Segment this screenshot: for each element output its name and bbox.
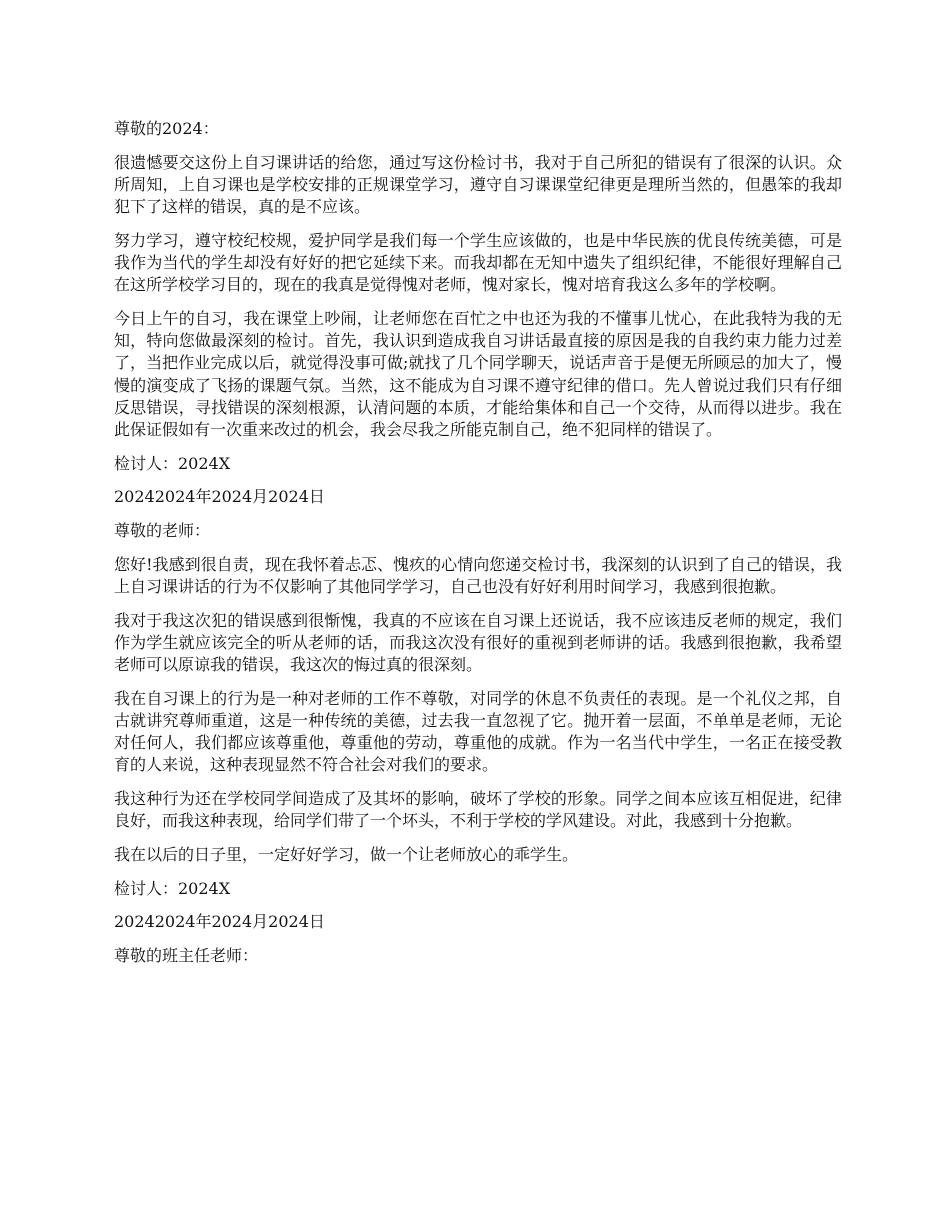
paragraph: 您好!我感到很自责，现在我怀着忐忑、愧疚的心情向您递交检讨书，我深刻的认识到了自己的错误，我上自习课讲话的行为不仅影响了其他同学学习，自己也没有好好利用时间学习，我感到很抱歉。 — [114, 554, 842, 596]
salutation: 尊敬的班主任老师： — [114, 946, 259, 966]
date-line: 20242024年2024月2024日 — [114, 487, 325, 507]
signature-line: 检讨人：2024X — [114, 453, 231, 473]
paragraph: 我对于我这次犯的错误感到很惭愧，我真的不应该在自习课上还说话，我不应该违反老师的规定，我们作为学生就应该完全的听从老师的话，而我这次没有很好的重视到老师讲的话。我感到很抱歉，我希望老师可以原谅我的错误，我这次的悔过真的很深刻。 — [114, 610, 842, 675]
paragraph: 我在自习课上的行为是一种对老师的工作不尊敬，对同学的休息不负责任的表现。是一个礼仪之邦，自古就讲究尊师重道，这是一种传统的美德，过去我一直忽视了它。抛开着一层面，不单单是老师，无论对任何人，我们都应该尊重他，尊重他的劳动，尊重他的成就。作为一名当代中学生，一名正在接受教育的人来说，这种表现显然不符合社会对我们的要求。 — [114, 688, 842, 775]
paragraph: 努力学习，遵守校纪校规，爱护同学是我们每一个学生应该做的，也是中华民族的优良传统美德，可是我作为当代的学生却没有好好的把它延续下来。而我却都在无知中遗失了组织纪律，不能很好理解自己在这所学校学习目的，现在的我真是觉得愧对老师，愧对家长，愧对培育我这么多年的学校啊。 — [114, 230, 842, 295]
salutation: 尊敬的老师： — [114, 521, 211, 541]
document-body — [114, 118, 842, 979]
signature-line: 检讨人：2024X — [114, 878, 231, 898]
date-line: 20242024年2024月2024日 — [114, 912, 325, 932]
paragraph: 很遗憾要交这份上自习课讲话的给您，通过写这份检讨书，我对于自己所犯的错误有了很深的认识。众所周知，上自习课也是学校安排的正规课堂学习，遵守自习课课堂纪律更是理所当然的，但愚笨的我却犯下了这样的错误，真的是不应该。 — [114, 152, 842, 217]
paragraph: 我在以后的日子里，一定好好学习，做一个让老师放心的乖学生。 — [114, 844, 579, 864]
paragraph: 今日上午的自习，我在课堂上吵闹，让老师您在百忙之中也还为我的不懂事儿忧心，在此我特为我的无知，特向您做最深刻的检讨。首先，我认识到造成我自习讲话最直接的原因是我的自我约束力能力过差了，当把作业完成以后，就觉得没事可做;就找了几个同学聊天，说话声音于是便无所顾忌的加大了，慢慢的演变成了飞扬的课题气氛。当然，这不能成为自习课不遵守纪律的借口。先人曾说过我们只有仔细反思错误，寻找错误的深刻根源，认清问题的本质，才能给集体和自己一个交待，从而得以进步。我在此保证假如有一次重来改过的机会，我会尽我之所能克制自己，绝不犯同样的错误了。 — [114, 308, 842, 439]
salutation: 尊敬的2024： — [114, 119, 219, 138]
paragraph: 我这种行为还在学校同学间造成了及其坏的影响，破坏了学校的形象。同学之间本应该互相促进，纪律良好，而我这种表现，给同学们带了一个坏头，不利于学校的学风建设。对此，我感到十分抱歉。 — [114, 789, 842, 831]
